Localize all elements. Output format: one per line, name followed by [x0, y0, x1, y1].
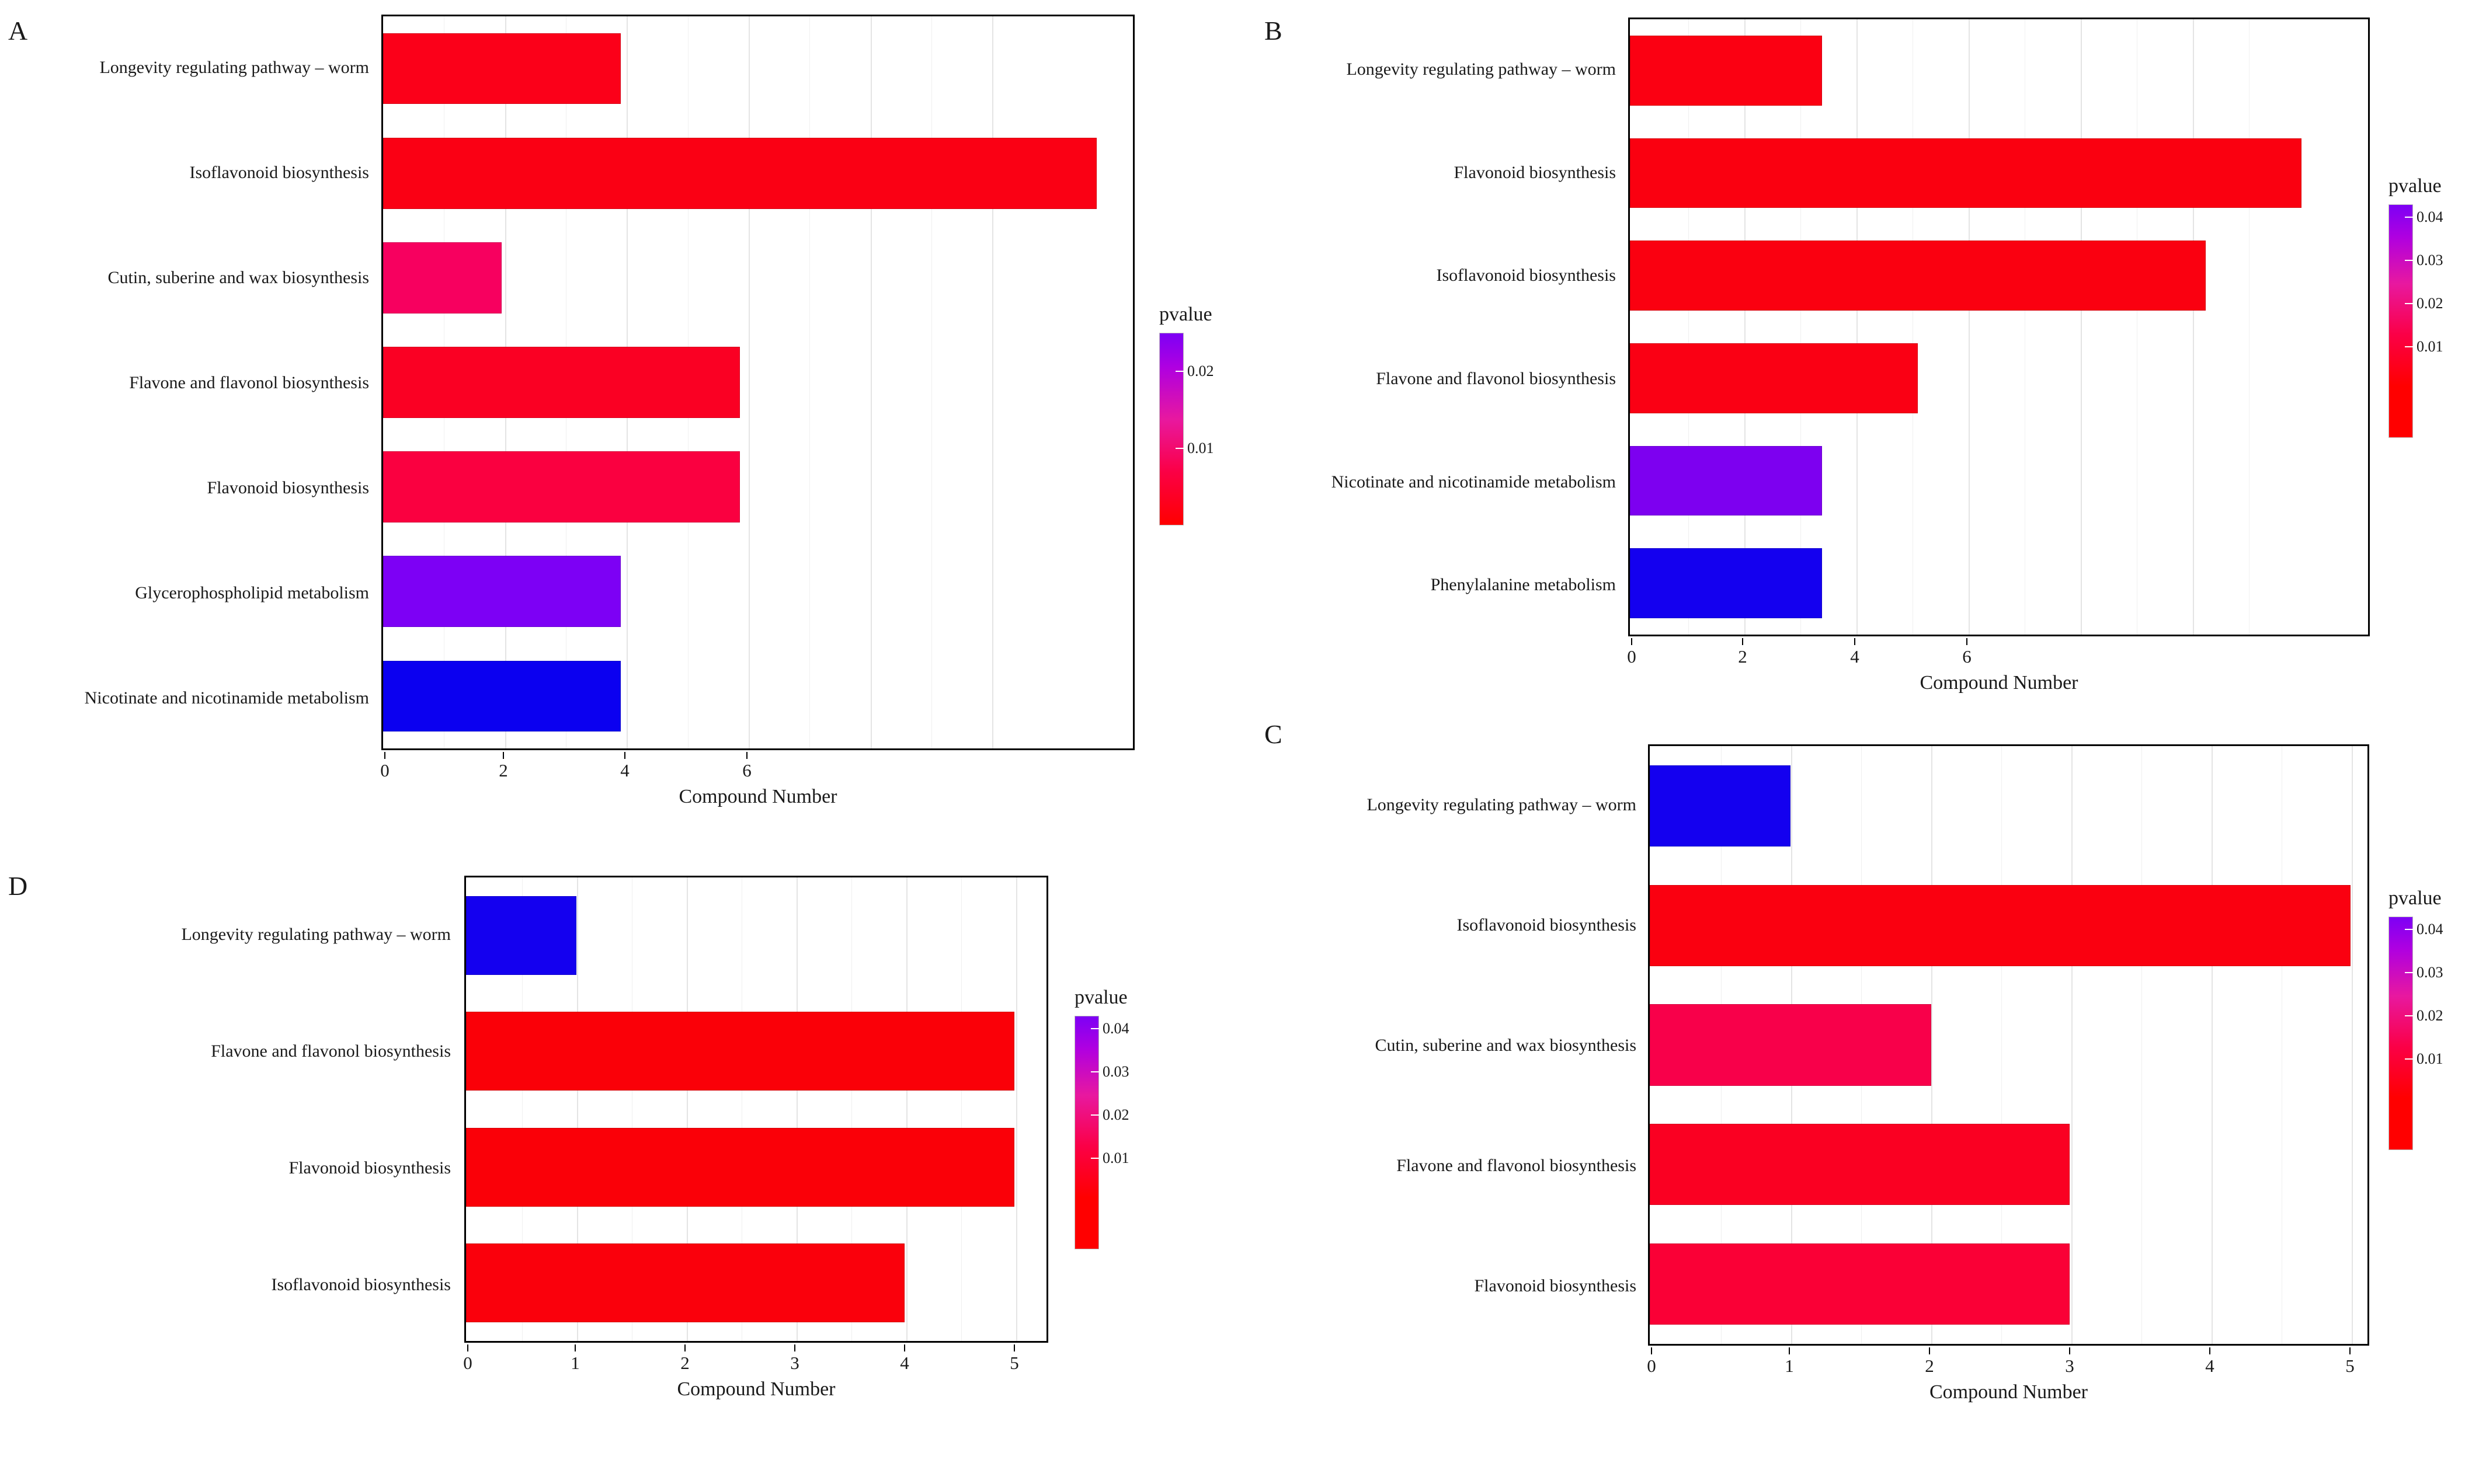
- category-label: Isoflavonoid biosynthesis: [271, 1274, 451, 1294]
- legend-title: pvalue: [1075, 987, 1128, 1008]
- legend-tick-label: 0.04: [2417, 921, 2443, 938]
- axis-tick: [1789, 1347, 1790, 1354]
- category-label: Flavone and flavonol biosynthesis: [1376, 368, 1616, 388]
- axis-tick-label: 0: [463, 1353, 472, 1373]
- axis-tick-label: 0: [1647, 1356, 1656, 1376]
- legend-ticks: [2419, 917, 2472, 1150]
- bar: [383, 347, 740, 418]
- bar: [383, 33, 621, 104]
- legend-tick-label: 0.03: [1103, 1063, 1129, 1080]
- panel-b-legend: [2388, 175, 2472, 438]
- table-row: [1650, 1224, 2367, 1344]
- legend-tick-label: 0.01: [2417, 1050, 2443, 1067]
- category-label: Longevity regulating pathway – worm: [1367, 795, 1636, 814]
- axis-tick-label: 1: [1785, 1356, 1794, 1376]
- category-label: Isoflavonoid biosynthesis: [1456, 915, 1636, 935]
- legend-tick-dash: [2405, 260, 2413, 261]
- table-row: [466, 1109, 1046, 1225]
- category-label: Isoflavonoid biosynthesis: [1436, 266, 1616, 285]
- legend-colorbar: [1075, 1016, 1099, 1249]
- axis-tick: [2069, 1347, 2070, 1354]
- category-label: Nicotinate and nicotinamide metabolism: [84, 688, 369, 708]
- legend-tick: [1187, 363, 1214, 380]
- legend-ticks: [2419, 204, 2472, 438]
- legend-tick: [1105, 1063, 1129, 1081]
- bar: [466, 1012, 1014, 1091]
- panel-a-plot-area: [381, 15, 1135, 750]
- category-label: Cutin, suberine and wax biosynthesis: [107, 267, 369, 287]
- bar: [1630, 548, 1822, 618]
- axis-tick: [503, 752, 504, 759]
- axis-tick-label: 2: [499, 760, 508, 781]
- legend-tick-label: 0.03: [2417, 964, 2443, 981]
- legend-title: pvalue: [1159, 304, 1212, 325]
- panel-a-bars: [383, 16, 1133, 748]
- table-row: [383, 539, 1133, 644]
- axis-tick-label: 2: [1738, 646, 1747, 667]
- legend-tick-label: 0.02: [2417, 1007, 2443, 1024]
- bar: [1650, 1124, 2070, 1205]
- axis-tick: [1966, 638, 1967, 645]
- legend-tick-label: 0.02: [1103, 1106, 1129, 1123]
- bar: [383, 242, 502, 313]
- panel-c-plot-area: [1648, 744, 2369, 1346]
- bar: [466, 896, 576, 975]
- legend-tick: [2419, 1050, 2443, 1068]
- axis-tick: [624, 752, 625, 759]
- axis-tick-label: 2: [1925, 1356, 1934, 1376]
- axis-tick: [467, 1344, 468, 1351]
- category-label: Flavonoid biosynthesis: [288, 1158, 451, 1178]
- bar: [1630, 36, 1822, 105]
- x-axis-title: Compound Number: [677, 1378, 836, 1400]
- table-row: [1650, 866, 2367, 985]
- axis-tick-label: 2: [680, 1353, 690, 1373]
- panel-c-letter: C: [1264, 719, 1282, 749]
- table-row: [1650, 985, 2367, 1105]
- axis-tick: [1014, 1344, 1015, 1351]
- bar: [1630, 241, 2206, 310]
- category-label: Longevity regulating pathway – worm: [181, 924, 451, 944]
- legend-tick: [1105, 1106, 1129, 1124]
- legend-tick-label: 0.04: [2417, 208, 2443, 225]
- bar: [383, 451, 740, 522]
- legend-tick-dash: [2405, 217, 2413, 218]
- panel-d-letter: D: [8, 871, 28, 901]
- bar: [383, 556, 621, 627]
- legend-tick-dash: [1176, 371, 1184, 372]
- legend-colorbar: [1159, 333, 1184, 525]
- bar: [466, 1243, 905, 1322]
- bar: [1630, 446, 1822, 515]
- panel-a-letter: A: [8, 16, 28, 46]
- bar: [466, 1128, 1014, 1207]
- axis-tick-label: 3: [790, 1353, 799, 1373]
- legend-tick-dash: [2405, 346, 2413, 347]
- axis-tick: [904, 1344, 905, 1351]
- legend-tick-dash: [1091, 1114, 1099, 1116]
- category-label: Glycerophospholipid metabolism: [135, 583, 369, 602]
- panel-b-bars: [1630, 19, 2368, 635]
- category-label: Nicotinate and nicotinamide metabolism: [1331, 472, 1616, 492]
- bar: [1650, 765, 1790, 846]
- legend-tick: [2419, 964, 2443, 981]
- bar: [1650, 1004, 1931, 1085]
- category-label: Cutin, suberine and wax biosynthesis: [1375, 1035, 1636, 1055]
- axis-tick: [2349, 1347, 2351, 1354]
- axis-tick-label: 3: [2065, 1356, 2074, 1376]
- table-row: [1630, 532, 2368, 635]
- panel-d-bars: [466, 877, 1046, 1341]
- legend-tick: [2419, 252, 2443, 269]
- legend-tick: [1105, 1020, 1129, 1037]
- axis-tick: [1854, 638, 1855, 645]
- axis-tick-label: 1: [571, 1353, 580, 1373]
- axis-tick: [384, 752, 385, 759]
- panel-b-category-labels: [1264, 18, 1626, 636]
- axis-tick: [746, 752, 747, 759]
- category-label: Flavone and flavonol biosynthesis: [1396, 1155, 1636, 1175]
- table-row: [466, 1225, 1046, 1342]
- category-label: Flavonoid biosynthesis: [207, 478, 369, 497]
- panel-d-legend: [1075, 987, 1168, 1249]
- legend-tick: [2419, 921, 2443, 938]
- axis-tick: [1929, 1347, 1930, 1354]
- legend-tick-label: 0.01: [1103, 1149, 1129, 1166]
- legend-tick-dash: [2405, 929, 2413, 930]
- table-row: [1630, 430, 2368, 532]
- table-row: [383, 16, 1133, 121]
- axis-tick-label: 4: [900, 1353, 909, 1373]
- x-axis-title: Compound Number: [1929, 1381, 2088, 1403]
- legend-tick-label: 0.01: [1187, 440, 1214, 457]
- axis-tick: [1631, 638, 1632, 645]
- bar: [1630, 343, 1918, 413]
- category-label: Longevity regulating pathway – worm: [1346, 59, 1616, 79]
- axis-tick: [1742, 638, 1743, 645]
- bar: [1630, 138, 2301, 208]
- axis-tick-label: 5: [1010, 1353, 1019, 1373]
- panel-c-legend: [2388, 887, 2472, 1150]
- legend-tick-dash: [2405, 972, 2413, 973]
- legend-ticks: [1105, 1016, 1168, 1249]
- x-axis-title: Compound Number: [1920, 672, 2078, 694]
- table-row: [1630, 19, 2368, 122]
- category-label: Flavone and flavonol biosynthesis: [129, 372, 369, 392]
- legend-tick: [1187, 440, 1214, 457]
- table-row: [1630, 122, 2368, 225]
- axis-tick-label: 4: [2205, 1356, 2214, 1376]
- table-row: [383, 435, 1133, 539]
- table-row: [466, 877, 1046, 994]
- legend-title: pvalue: [2388, 175, 2442, 197]
- legend-tick-dash: [1091, 1158, 1099, 1159]
- legend-tick-label: 0.04: [1103, 1020, 1129, 1037]
- axis-tick-label: 4: [620, 760, 630, 781]
- legend-tick: [2419, 295, 2443, 312]
- legend-colorbar: [2388, 204, 2413, 438]
- legend-tick-dash: [2405, 1015, 2413, 1016]
- legend-tick-dash: [1091, 1028, 1099, 1029]
- panel-c-category-labels: [1264, 744, 1647, 1346]
- legend-tick-label: 0.01: [2417, 338, 2443, 355]
- legend-tick: [2419, 338, 2443, 356]
- bar: [1650, 885, 2351, 966]
- category-label: Flavone and flavonol biosynthesis: [211, 1041, 451, 1061]
- axis-tick: [794, 1344, 795, 1351]
- table-row: [383, 225, 1133, 330]
- legend-body: [2388, 204, 2472, 438]
- axis-tick-label: 4: [1850, 646, 1859, 667]
- bar: [1650, 1243, 2070, 1325]
- panel-d-category-labels: [23, 876, 461, 1343]
- axis-tick: [575, 1344, 576, 1351]
- panel-d-plot-area: [464, 876, 1048, 1343]
- table-row: [383, 330, 1133, 434]
- bar: [383, 661, 621, 732]
- legend-body: [1075, 1016, 1168, 1249]
- axis-tick-label: 6: [1962, 646, 1972, 667]
- legend-tick-dash: [2405, 1058, 2413, 1060]
- table-row: [383, 121, 1133, 225]
- legend-tick-dash: [2405, 303, 2413, 304]
- axis-tick-label: 5: [2345, 1356, 2355, 1376]
- legend-tick-label: 0.03: [2417, 252, 2443, 269]
- axis-tick-label: 0: [1627, 646, 1636, 667]
- category-label: Isoflavonoid biosynthesis: [189, 162, 369, 182]
- panel-c-bars: [1650, 746, 2367, 1344]
- legend-tick-dash: [1091, 1071, 1099, 1072]
- axis-tick: [1651, 1347, 1652, 1354]
- legend-title: pvalue: [2388, 887, 2442, 909]
- table-row: [1650, 1105, 2367, 1224]
- bar: [383, 138, 1097, 209]
- x-axis-title: Compound Number: [679, 786, 837, 807]
- legend-tick-label: 0.02: [2417, 295, 2443, 312]
- axis-tick: [2209, 1347, 2210, 1354]
- category-label: Flavonoid biosynthesis: [1474, 1276, 1636, 1295]
- legend-tick: [2419, 1007, 2443, 1025]
- legend-tick-dash: [1176, 448, 1184, 449]
- legend-colorbar: [2388, 917, 2413, 1150]
- category-label: Phenylalanine metabolism: [1430, 575, 1616, 595]
- category-label: Flavonoid biosynthesis: [1454, 162, 1616, 182]
- legend-body: [2388, 917, 2472, 1150]
- table-row: [1630, 224, 2368, 327]
- table-row: [466, 994, 1046, 1110]
- legend-tick: [1105, 1149, 1129, 1167]
- table-row: [1630, 327, 2368, 430]
- axis-tick-label: 0: [380, 760, 390, 781]
- axis-tick-label: 6: [742, 760, 752, 781]
- panel-a-category-labels: [6, 15, 380, 750]
- panel-b-letter: B: [1264, 16, 1282, 46]
- table-row: [383, 644, 1133, 748]
- panel-b-plot-area: [1628, 18, 2370, 636]
- table-row: [1650, 746, 2367, 866]
- legend-tick: [2419, 208, 2443, 226]
- axis-tick: [684, 1344, 686, 1351]
- category-label: Longevity regulating pathway – worm: [99, 57, 369, 77]
- legend-tick-label: 0.02: [1187, 363, 1214, 379]
